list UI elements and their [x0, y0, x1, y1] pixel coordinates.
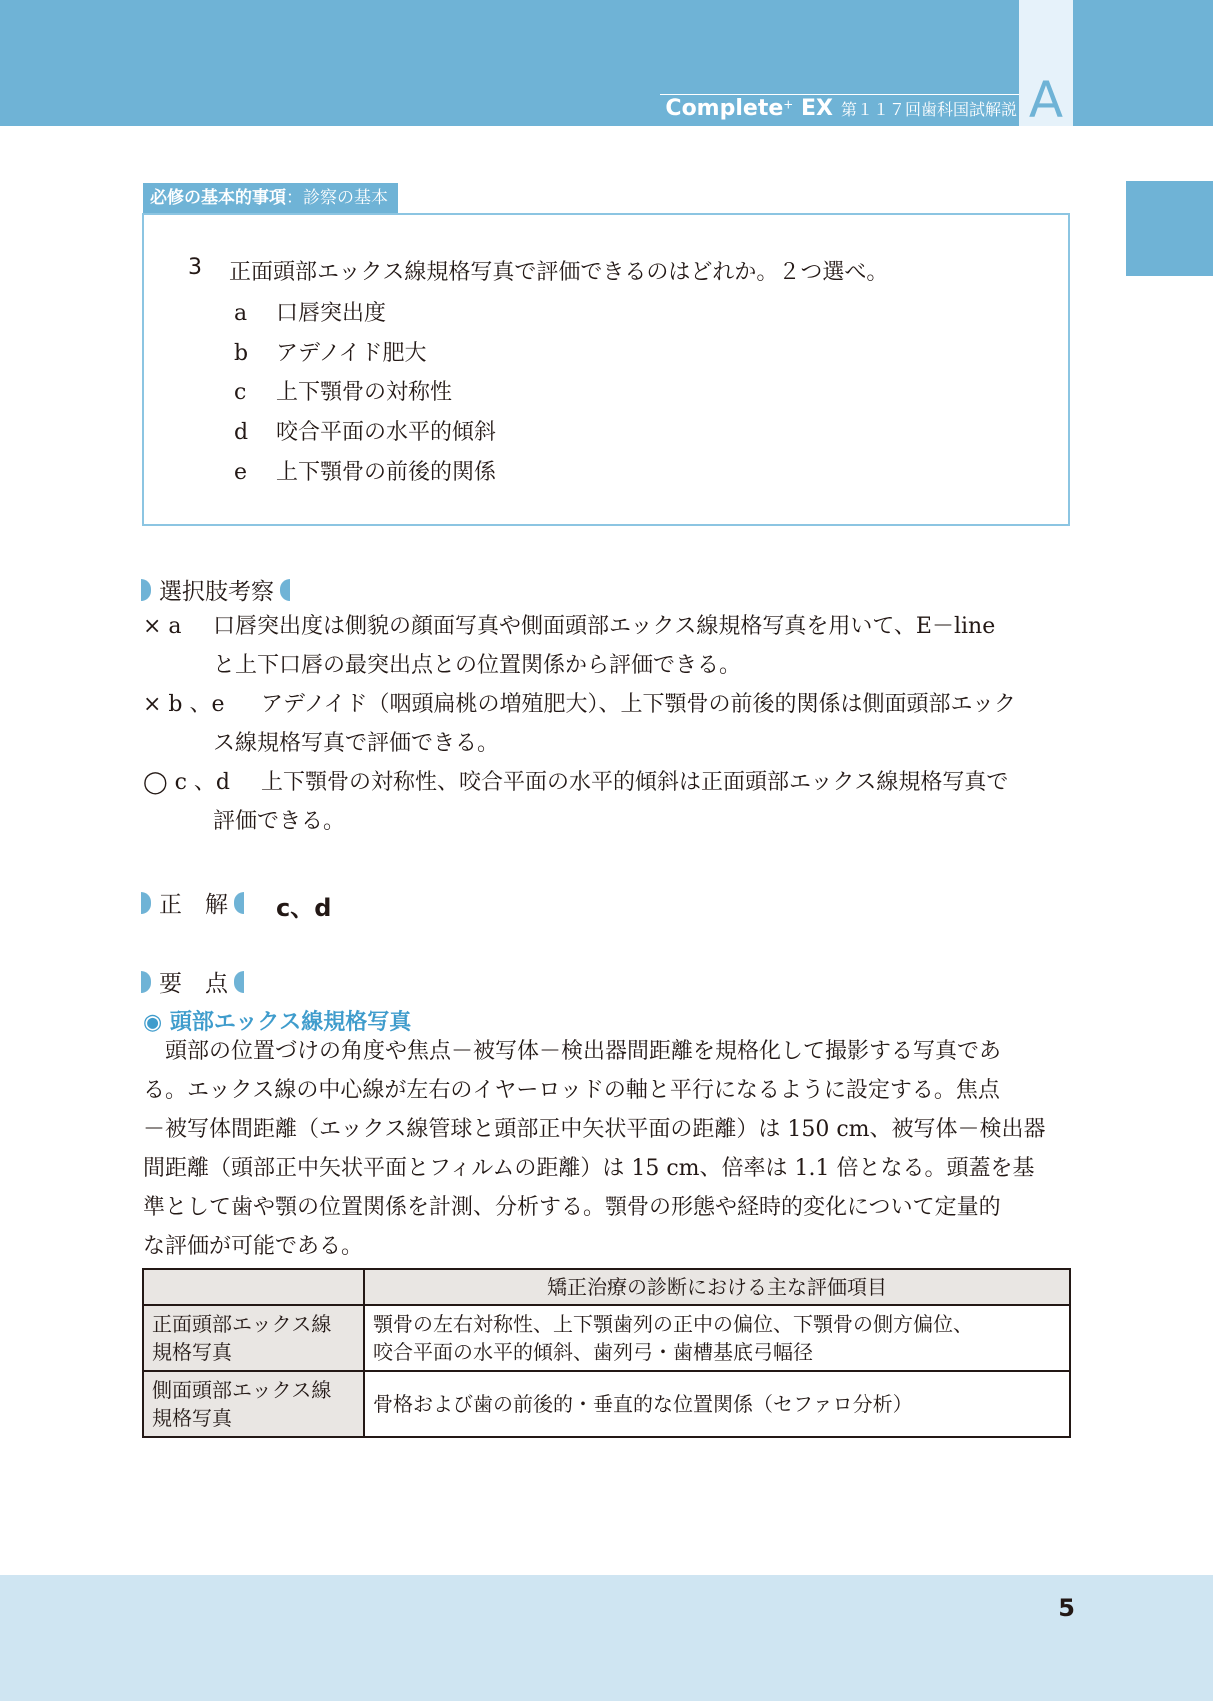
item-text: 口唇突出度は側貌の顔面写真や側面頭部エックス線規格写真を用いて、E－line: [213, 614, 996, 639]
table-corner-cell: [143, 1269, 364, 1305]
question-number: 3: [188, 255, 202, 280]
question-text: [229, 255, 888, 286]
option-letter: a: [234, 301, 248, 326]
table-row: [143, 1305, 1070, 1371]
body-line: な評価が可能である。: [143, 1234, 364, 1259]
table-header-cell: 矯正治療の診断における主な評価項目: [364, 1269, 1070, 1305]
item-mark: ◯ c 、d: [143, 770, 231, 795]
option-text: アデノイド肥大: [276, 341, 427, 366]
side-index-tab: [1126, 181, 1213, 276]
key-points-heading: [141, 965, 244, 998]
option-text: 口唇突出度: [276, 301, 387, 326]
option-c: [234, 375, 452, 406]
value-line: 骨格および歯の前後的・垂直的な位置関係（セファロ分析）: [373, 1392, 913, 1416]
discussion-item-a: [143, 607, 1070, 685]
topic-subheading: ◉ 頭部エックス線規格写真: [143, 1010, 412, 1035]
category-sub: ：診察の基本: [286, 188, 388, 208]
body-line: －被写体間距離（エックス線管球と頭部正中矢状平面の距離）は 150 cm、被写体－検出器: [143, 1117, 1046, 1142]
item-cont: 評価できる。: [213, 809, 346, 834]
label-line: 正面頭部エックス線: [152, 1312, 332, 1336]
option-e: [234, 455, 496, 486]
label-line: 規格写真: [152, 1340, 232, 1364]
answer-title: 正 解: [159, 892, 228, 918]
question-stem: 正面頭部エックス線規格写真で評価できるのはどれか。: [229, 260, 779, 285]
brand-suffix: EX: [793, 96, 833, 121]
option-b: [234, 336, 426, 367]
table-row-value: [364, 1305, 1070, 1371]
footer-band: [0, 1575, 1213, 1701]
item-cont: と上下口唇の最突出点との位置関係から評価できる。: [213, 653, 742, 678]
chapter-letter: A: [1028, 71, 1064, 129]
table-header-row: [143, 1269, 1070, 1305]
value-line: 顎骨の左右対称性、上下顎歯列の正中の偏位、下顎骨の側方偏位、: [373, 1312, 973, 1336]
body-line: 間距離（頭部正中矢状平面とフィルムの距離）は 15 cm、倍率は 1.1 倍となる。頭蓋を基: [143, 1156, 1035, 1181]
category-main: 必修の基本的事項: [150, 188, 286, 208]
label-line: 側面頭部エックス線: [152, 1378, 332, 1402]
option-d: [234, 415, 496, 446]
option-letter: c: [234, 380, 247, 405]
table-row: [143, 1371, 1070, 1437]
item-cont: ス線規格写真で評価できる。: [213, 731, 500, 756]
item-mark: × a: [143, 614, 182, 639]
option-text: 上下顎骨の前後的関係: [276, 460, 497, 485]
option-text: 上下顎骨の対称性: [276, 380, 453, 405]
option-letter: d: [234, 420, 249, 445]
evaluation-table: [142, 1268, 1071, 1438]
discussion-item-be: [143, 685, 1070, 763]
option-letter: e: [234, 460, 248, 485]
label-line: 規格写真: [152, 1406, 232, 1430]
discussion-heading: [141, 573, 290, 606]
body-line: 頭部の位置づけの角度や焦点－被写体－検出器間距離を規格化して撮影する写真であ: [143, 1039, 1002, 1064]
brand-sup: +: [783, 97, 794, 112]
key-points-body: [143, 1032, 1070, 1266]
category-label: [143, 183, 398, 213]
option-letter: b: [234, 341, 249, 366]
item-mark: × b 、e: [143, 692, 225, 717]
option-a: [234, 296, 386, 327]
discussion-title: 選択肢考察: [159, 579, 274, 605]
table-row-label: [143, 1305, 364, 1371]
item-text: 上下顎骨の対称性、咬合平面の水平的傾斜は正面頭部エックス線規格写真で: [261, 770, 1009, 795]
page-number: 5: [1058, 1594, 1075, 1622]
question-instruction: ２つ選べ。: [778, 260, 889, 285]
answer-value: c、d: [276, 894, 332, 922]
discussion-item-cd: [143, 763, 1070, 841]
brand-name: Complete: [665, 96, 784, 121]
option-text: 咬合平面の水平的傾斜: [276, 420, 497, 445]
book-title: [665, 96, 1017, 121]
body-line: る。エックス線の中心線が左右のイヤーロッドの軸と平行になるように設定する。焦点: [143, 1078, 1000, 1103]
body-line: 準として歯や顎の位置関係を計測、分析する。顎骨の形態や経時的変化について定量的: [143, 1195, 1001, 1220]
table-row-label: [143, 1371, 364, 1437]
key-points-title: 要 点: [159, 971, 228, 997]
table-row-value: [364, 1371, 1070, 1437]
value-line: 咬合平面の水平的傾斜、歯列弓・歯槽基底弓幅径: [373, 1340, 813, 1364]
answer-heading: [141, 886, 244, 919]
item-text: アデノイド（咽頭扁桃の増殖肥大）、上下顎骨の前後的関係は側面頭部エック: [261, 692, 1017, 717]
book-subtitle: 第１１７回歯科国試解説: [840, 100, 1017, 119]
header-rule: [660, 94, 1019, 95]
